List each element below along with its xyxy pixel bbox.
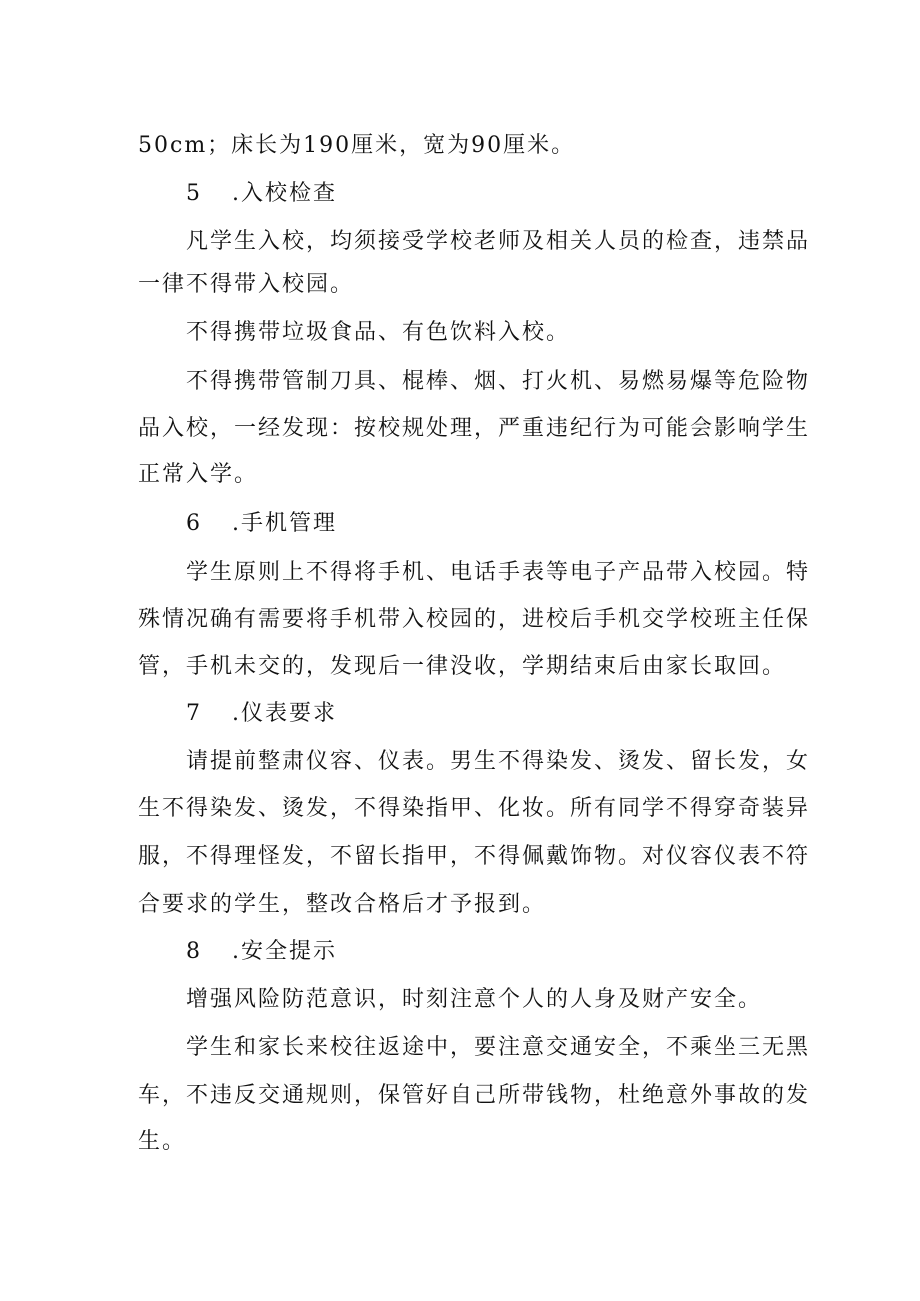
paragraph-line: 管，手机未交的，发现后一律没收，学期结束后由家长取回。 (138, 654, 787, 679)
paragraph-line: 正常入学。 (138, 462, 259, 487)
paragraph-line: 凡学生入校，均须接受学校老师及相关人员的检查，违禁品 (186, 229, 811, 254)
paragraph-line: 生不得染发、烫发，不得染指甲、化妆。所有同学不得穿奇装异 (138, 796, 811, 821)
section-heading-7 (186, 699, 337, 729)
heading-number: 7 (186, 701, 202, 726)
paragraph-line: 不得携带垃圾食品、有色饮料入校。 (186, 320, 571, 345)
section-heading-6 (186, 509, 337, 539)
paragraph-line: 学生和家长来校往返途中，要注意交通安全，不乘坐三无黑 (186, 1035, 811, 1060)
paragraph-line: 合要求的学生，整改合格后才予报到。 (138, 892, 547, 917)
paragraph-line: 学生原则上不得将手机、电话手表等电子产品带入校园。特 (186, 560, 811, 585)
heading-text: .手机管理 (232, 511, 337, 536)
paragraph-line: 殊情况确有需要将手机带入校园的，进校后手机交学校班主任保 (138, 607, 811, 632)
paragraph-line: 增强风险防范意识，时刻注意个人的人身及财产安全。 (186, 987, 763, 1012)
paragraph-line: 一律不得带入校园。 (138, 272, 355, 297)
paragraph-line: 品入校，一经发现：按校规处理，严重违纪行为可能会影响学生 (138, 416, 811, 441)
section-heading-5 (186, 179, 337, 209)
heading-number: 6 (186, 511, 202, 536)
paragraph-line: 50cm；床长为190厘米，宽为90厘米。 (138, 133, 576, 158)
paragraph-line: 服，不得理怪发，不留长指甲，不得佩戴饰物。对仪容仪表不符 (138, 844, 811, 869)
paragraph-line: 请提前整肃仪容、仪表。男生不得染发、烫发、留长发，女 (186, 749, 811, 774)
heading-number: 5 (186, 181, 202, 206)
paragraph-line: 车，不违反交通规则，保管好自己所带钱物，杜绝意外事故的发 (138, 1083, 811, 1108)
paragraph-line: 不得携带管制刀具、棍棒、烟、打火机、易燃易爆等危险物 (186, 369, 811, 394)
section-heading-8 (186, 937, 337, 967)
heading-number: 8 (186, 939, 202, 964)
heading-text: .仪表要求 (232, 701, 337, 726)
paragraph-line: 生。 (138, 1129, 187, 1154)
heading-text: .安全提示 (232, 939, 337, 964)
heading-text: .入校检查 (232, 181, 337, 206)
